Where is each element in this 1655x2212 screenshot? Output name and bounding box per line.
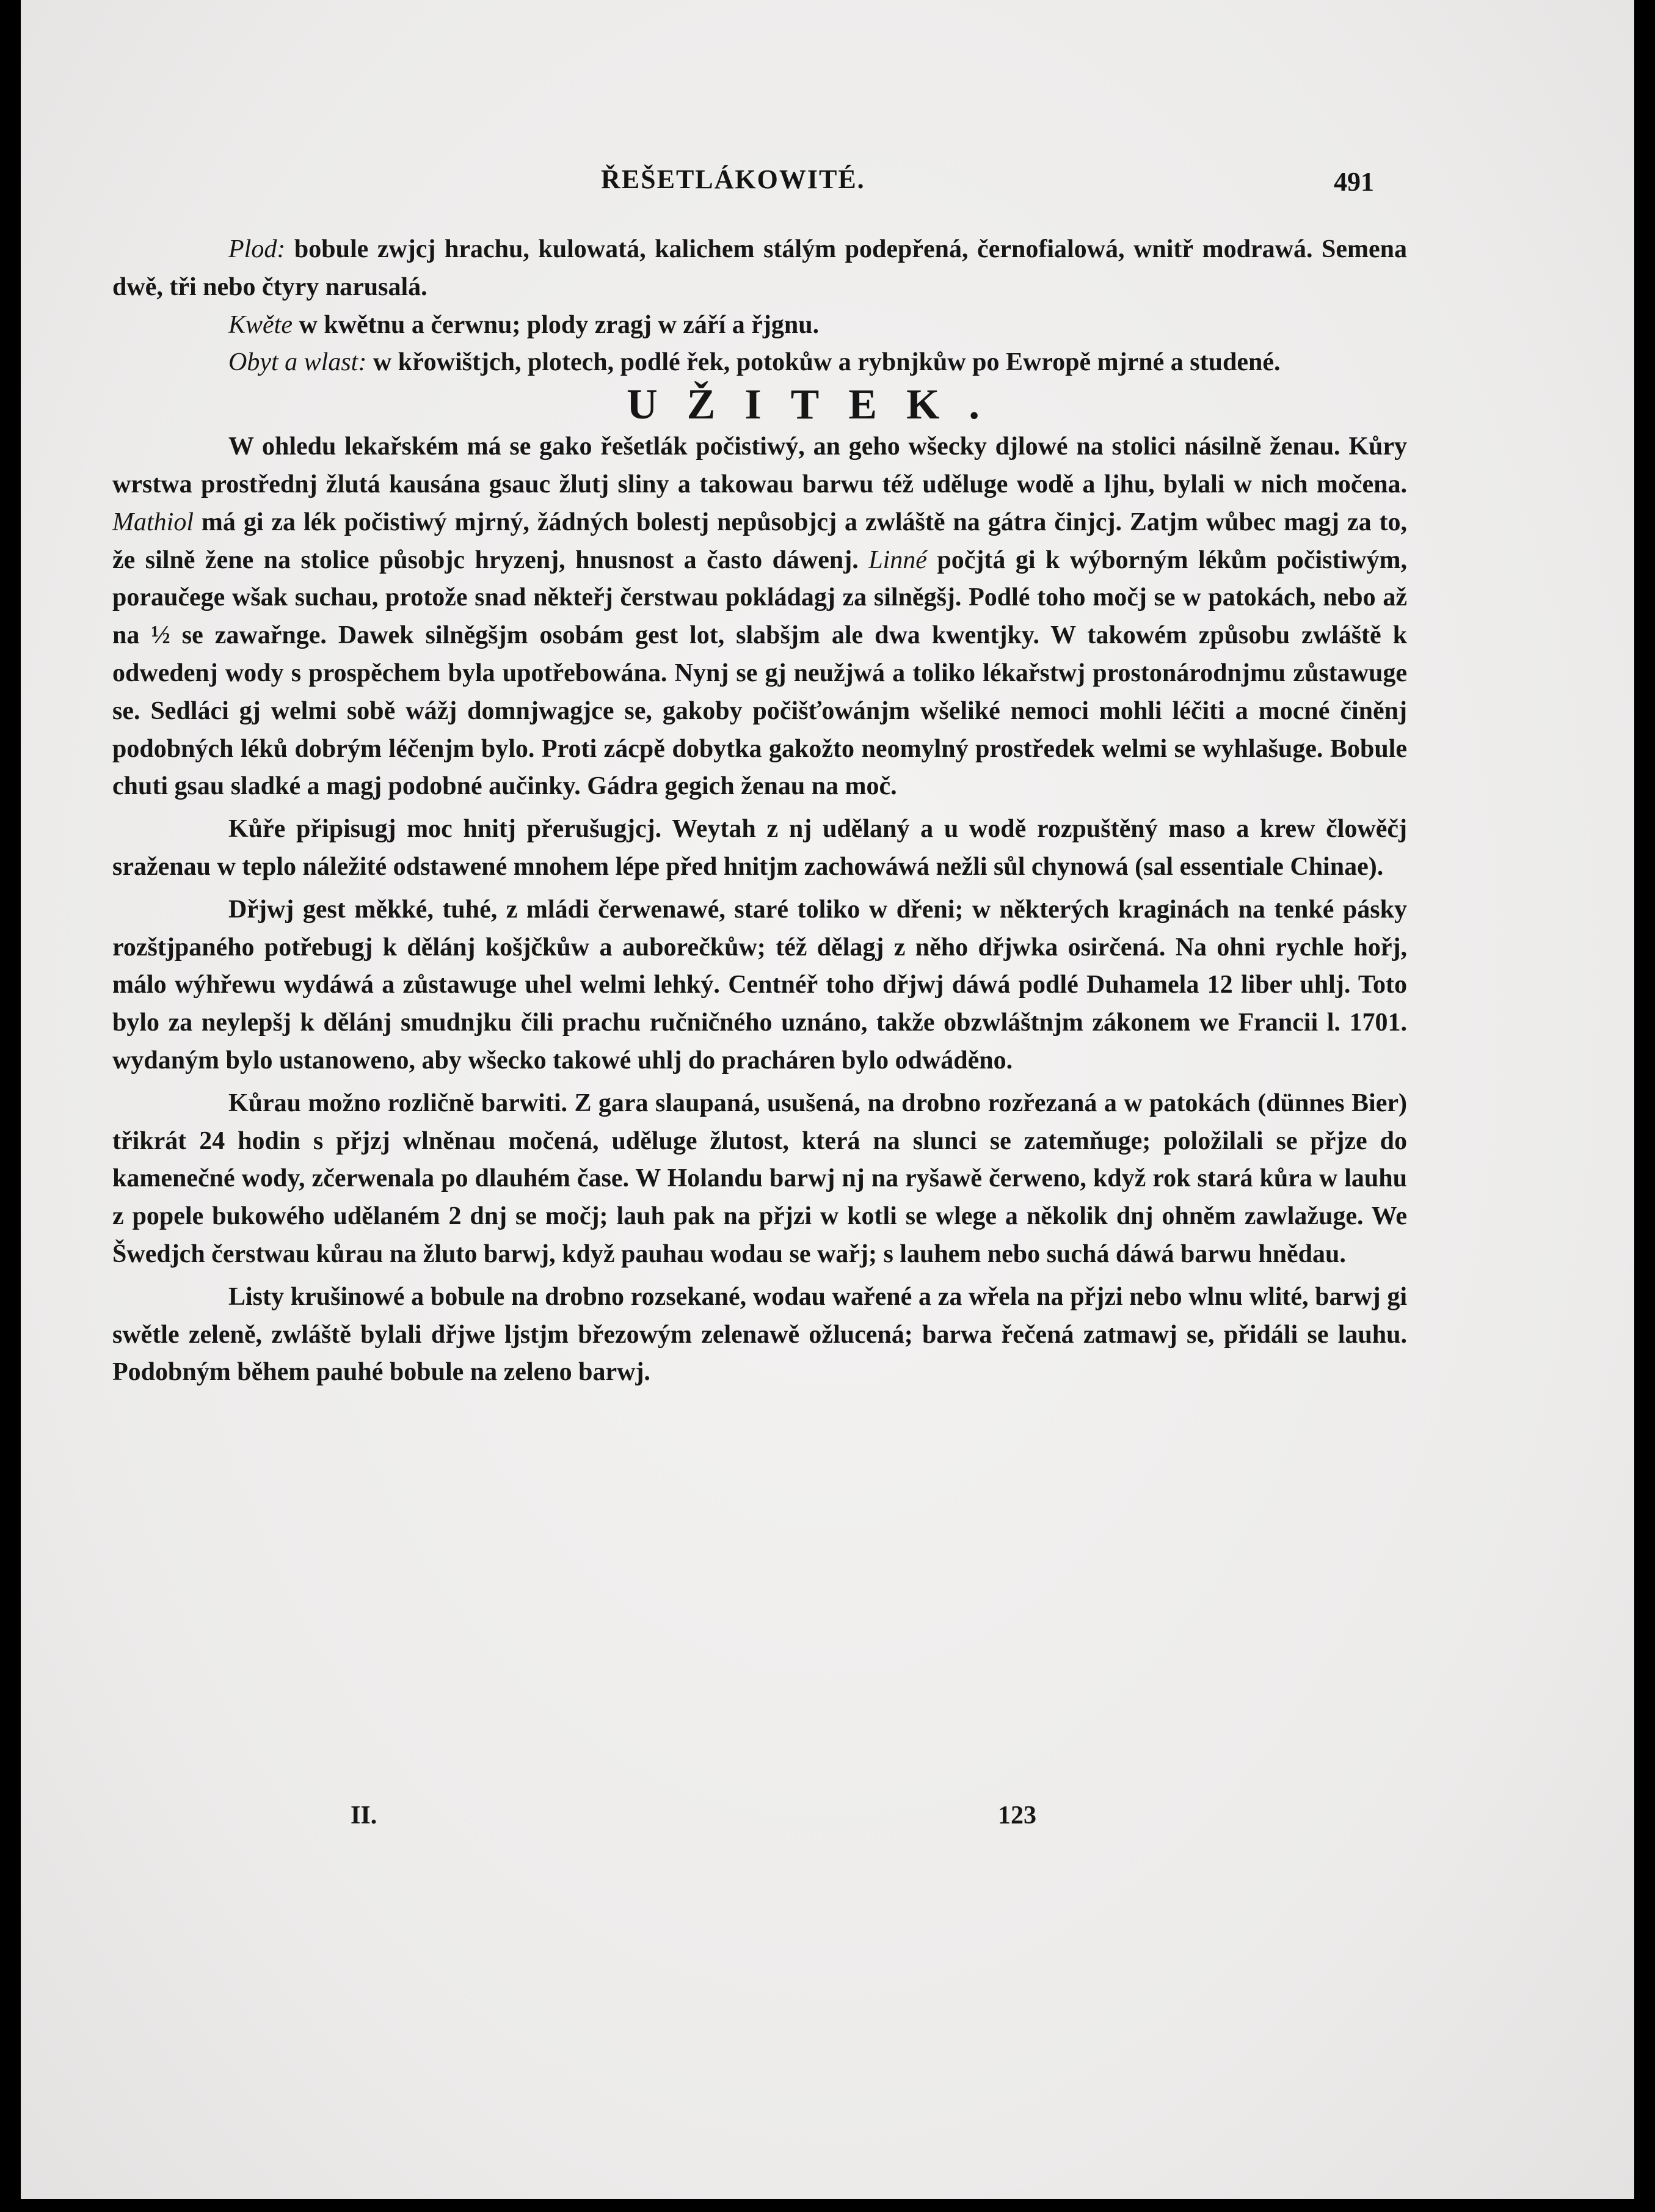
paragraph-flowering [112,307,1407,345]
signature-line [21,1801,1634,1844]
running-head [21,164,1634,206]
book-page [21,0,1634,2199]
paragraph-fruit [112,231,1407,307]
paragraph-bark-dyeing: Kůrau možno rozličně barwiti. Z gara slaupaná, usušená, na drobno rozřezaná a w patokách (dünnes Bier) třikrát 24 hodin s přjzj wlněnau močená, uděluge žlutost, která na slunci se zatemňuge; položilali se přjze do kamenečné wody, zčerwenala po dlauhém čase. W Holandu barwj nj na ryšawě čerweno, když rok stará kůra w lauhu z popele bukowého udělaném 2 dnj se močj; lauh pak na přjzi w kotli se wlege a několik dnj ohněm zawlažuge. We Šwedjch čerstwau kůrau na žluto barwj, když pauhau wodau se wařj; s lauhem nebo suchá dáwá barwu hnědau. [112,1089,1407,1268]
paragraph-wood: Dřjwj gest měkké, tuhé, z mládi čerwenawé, staré toliko w dřeni; w některých kraginách na tenké pásky rozštjpaného potřebugj k dělánj košjčkůw a auborečkůw; též dělagj z něho dřjwka osirčená. Na ohni rychle hořj, málo wýhřewu wydáwá a zůstawuge uhel welmi lehký. Centnéř toho dřjwj dáwá podlé Duhamela 12 liber uhlj. Toto bylo za neylepšj k dělánj smudnjku čili prachu ručničného uznáno, takže obzwláštnjm zákonem we Francii l. 1701. wydaným bylo ustanoweno, aby wšecko takowé uhlj do pracháren bylo odwáděno. [112,895,1407,1075]
text-habitat: w křowištjch, plotech, podlé řek, potokůw a rybnjkůw po Ewropě mjrné a studené. [366,348,1281,377]
name-linne: Linné [868,546,927,574]
label-habitat: Obyt a wlast: [228,348,367,377]
paragraph-bark-putrefaction: Kůře připisugj moc hnitj přerušugjcj. Weytah z nj udělaný a u wodě rozpuštěný maso a krew člowěčj sraženau w teplo náležité odstawené mnohem lépe před hnitjm zachowáwá nežli sůl chynowá (sal essentiale Chinae). [112,815,1407,881]
name-mathiol: Mathiol [112,508,194,536]
section-heading: UŽITEK. [627,381,1009,429]
signature-number: 123 [998,1801,1036,1830]
label-flowering: Kwěte [228,310,293,339]
text-medicinal-mid: má gi za lék počistiwý mjrný, žádných bolestj nepůsobjcj a zwláště na gátra činjcj. Zatjm wůbec magj za to, že silně žene na stolice působjc hryzenj, hnusnost a často dáwenj. [112,508,1407,574]
running-title: ŘEŠETLÁKOWITÉ. [601,164,865,194]
paragraph-medicinal [112,428,1407,806]
page-number: 491 [1334,167,1374,197]
paragraph-leaves-berries: Listy krušinowé a bobule na drobno rozsekané, wodau wařené a za wřela na přjzi nebo wlnu wlité, barwj gi swětle zeleně, zwláště bylali dřjwe ljstjm březowým zelenawě ožlucená; barwa řečená zatmawj se, přidáli se lauhu. Podobným během pauhé bobule na zeleno barwj. [112,1282,1407,1387]
text-fruit: bobule zwjcj hrachu, kulowatá, kalichem stálým podepřená, černofialowá, wnitř modrawá. Semena dwě, tři nebo čtyry narusalá. [112,235,1407,301]
signature-mark: II. [351,1801,377,1830]
text-flowering: w kwětnu a čerwnu; plody zragj w září a řjgnu. [292,310,820,339]
text-medicinal-post: počjtá gi k wýborným lékům počistiwým, poraučege wšak suchau, protože snad někteřj čerstwau pokládagj za silněgšj. Podlé toho močj se w patokách, nebo až na ½ se zawařnge. Dawek silněgšjm osobám gest lot, slabšjm ale dwa kwentjky. W takowém způsobu zwláště k odwedenj wody s prospěchem byla upotřebowána. Nynj se gj neužjwá a toliko lékařstwj prostonárodnjmu zůstawuge se. Sedláci gj welmi sobě wážj domnjwagjce se, gakoby počišťowánjm wšeliké nemoci mohli léčiti a mocné činěnj podobných léků dobrým léčenjm bylo. Proti zácpě dobytka gakožto neomylný prostředek welmi se wyhlašuge. Bobule chuti gsau sladké a magj podobné aučinky. Gádra gegich ženau na moč. [112,546,1407,801]
label-fruit: Plod: [228,235,286,263]
paragraph-habitat [112,344,1407,382]
body-text [112,231,1407,1392]
text-medicinal-pre: W ohledu lekařském má se gako řešetlák počistiwý, an geho wšecky djlowé na stolici násilně ženau. Kůry wrstwa prostřednj žlutá kausána gsauc žlutj sliny a takowau barwu též uděluge wodě a ljhu, bylali w nich močena. [112,433,1407,498]
